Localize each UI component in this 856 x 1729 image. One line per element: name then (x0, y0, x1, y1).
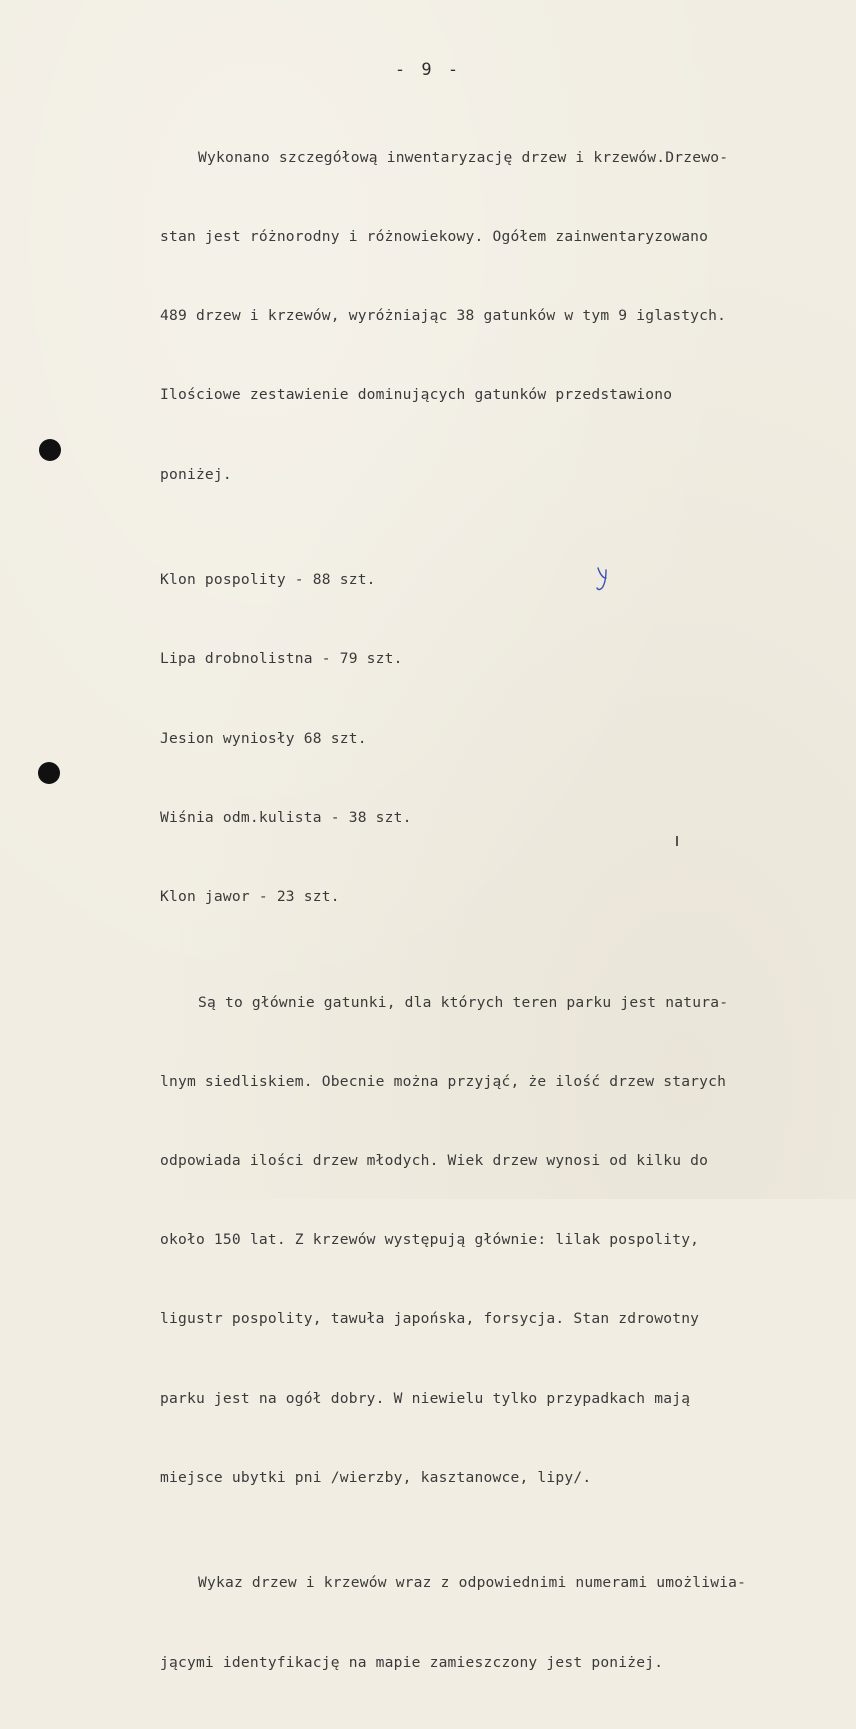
text-line: odpowiada ilości drzew młodych. Wiek drzew wynosi od kilku do (160, 1152, 709, 1170)
text-line: 489 drzew i krzewów, wyróżniając 38 gatunków w tym 9 iglastych. (160, 307, 727, 325)
text-line: miejsce ubytki pni /wierzby, kasztanowce, lipy/. (160, 1468, 592, 1486)
species-list-item: Klon pospolity - 88 szt. (160, 571, 376, 589)
species-list-item: Wiśnia odm.kulista - 38 szt. (160, 808, 412, 826)
species-list-item: Jesion wyniosły 68 szt. (160, 729, 367, 747)
text-line: około 150 lat. Z krzewów występują głównie: lilak pospolity, (160, 1231, 700, 1249)
text-line: parku jest na ogół dobry. W niewielu tylko przypadkach mają (160, 1389, 691, 1407)
text-line: Ilościowe zestawienie dominujących gatunków przedstawiono (160, 386, 673, 404)
text-line: Wykaz drzew i krzewów wraz z odpowiednimi numerami umożliwia- (198, 1574, 747, 1592)
pen-correction-mark (594, 566, 612, 592)
paper-speck (676, 836, 678, 846)
typed-text-body (160, 92, 840, 1729)
text-line: ligustr pospolity, tawuła japońska, forsycja. Stan zdrowotny (160, 1310, 700, 1328)
page-number: - 9 - (394, 60, 462, 80)
text-line: stan jest różnorodny i różnowiekowy. Ogółem zainwentaryzowano (160, 228, 709, 246)
species-list-item: Lipa drobnolistna - 79 szt. (160, 650, 403, 668)
text-line: Są to głównie gatunki, dla których teren parku jest natura- (198, 993, 729, 1011)
text-line: lnym siedliskiem. Obecnie można przyjąć, że ilość drzew starych (160, 1072, 727, 1090)
text-line: Wykonano szczegółową inwentaryzację drzew i krzewów.Drzewo- (198, 148, 729, 166)
punch-hole (38, 762, 60, 784)
punch-hole (39, 439, 61, 461)
text-line: poniżej. (160, 465, 232, 483)
species-list-item: Klon jawor - 23 szt. (160, 888, 340, 906)
text-line: jącymi identyfikację na mapie zamieszczony jest poniżej. (160, 1653, 664, 1671)
